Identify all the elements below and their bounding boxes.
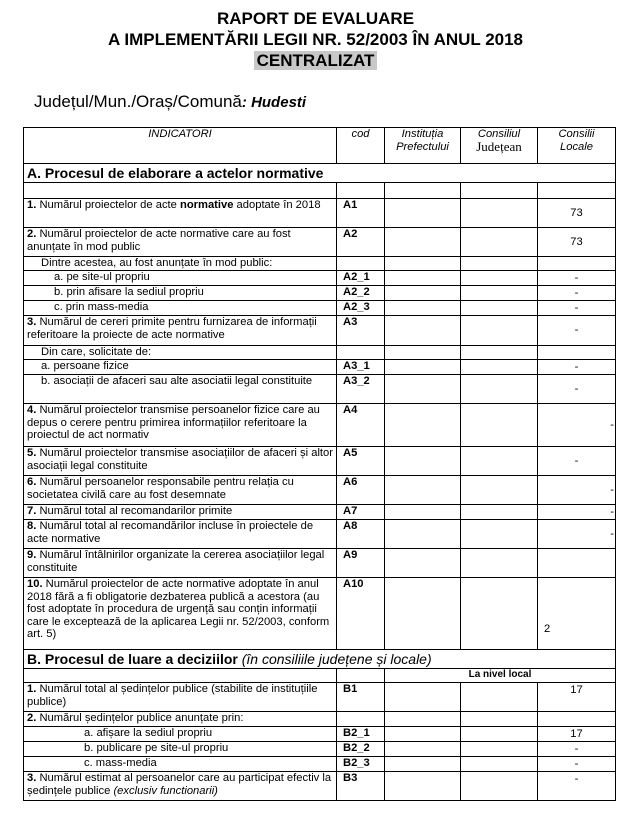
value-cell: 17 xyxy=(538,683,616,712)
table-row xyxy=(24,447,616,476)
table-row xyxy=(24,257,616,271)
judet-label: Județul/Mun./Oraș/Comună xyxy=(34,92,242,111)
cod-cell: A2_3 xyxy=(337,301,385,316)
table-row xyxy=(24,727,616,742)
value-cell: - xyxy=(538,286,616,301)
table-row xyxy=(24,360,616,375)
row-a4-label: 4. Numărul proiectelor transmise persoanelor fizice care au depus o cerere pentru primirea informațiilor referitoare la proiectul de act normativ xyxy=(24,404,337,447)
table-cell: Din care, solicitate de: xyxy=(24,346,337,360)
value-cell: - xyxy=(538,447,616,476)
table-cell: c. mass-media xyxy=(24,757,337,772)
header-cod: cod xyxy=(337,128,385,164)
row-a10-label: 10. Numărul proiectelor de acte normative adoptate în anul 2018 fără a fi obligatorie dezbaterea publică a acestora (au fost adoptate în procedura de urgență sau conțin informații care le exceptează de la aplicarea Legii nr. 52/2003, conform art. 5) xyxy=(24,578,337,650)
table-cell xyxy=(538,183,616,199)
table-row xyxy=(24,476,616,505)
value-cell: - xyxy=(538,271,616,286)
table-cell: a. persoane fizice xyxy=(24,360,337,375)
table-cell xyxy=(337,669,385,683)
table-cell xyxy=(461,199,538,228)
table-cell xyxy=(461,286,538,301)
table-cell xyxy=(337,712,385,727)
la-nivel-local: La nivel local xyxy=(385,669,616,683)
dintre-label: Dintre acestea, au fost anunțate în mod public: xyxy=(24,257,337,271)
table-cell xyxy=(538,257,616,271)
table-cell xyxy=(337,183,385,199)
table-row xyxy=(24,505,616,520)
row-a2-label: 2. Numărul proiectelor de acte normative care au fost anunțate în mod public xyxy=(24,228,337,257)
header-locale: Consilii Locale xyxy=(538,128,616,164)
table-row xyxy=(24,404,616,447)
table-cell xyxy=(461,271,538,286)
table-cell xyxy=(461,257,538,271)
table-header xyxy=(24,128,616,164)
value-cell xyxy=(538,549,616,578)
centralizat-label: CENTRALIZAT xyxy=(254,51,378,70)
cod-cell: A2_1 xyxy=(337,271,385,286)
header-prefect: Instituția Prefectului xyxy=(385,128,461,164)
cod-cell: A7 xyxy=(337,505,385,520)
cod-cell: B2_3 xyxy=(337,757,385,772)
table-cell: c. prin mass-media xyxy=(24,301,337,316)
value-cell: - xyxy=(538,757,616,772)
table-cell xyxy=(461,447,538,476)
row-a1-label: 1. Numărul proiectelor de acte normative adoptate în 2018 xyxy=(24,199,337,228)
table-cell xyxy=(461,772,538,801)
table-row xyxy=(24,683,616,712)
value-cell: - xyxy=(538,360,616,375)
cod-cell: A4 xyxy=(337,404,385,447)
row-a8-label: 8. Numărul total al recomandărilor incluse în proiectele de acte normative xyxy=(24,520,337,549)
cod-cell: A5 xyxy=(337,447,385,476)
cod-cell: A2_2 xyxy=(337,286,385,301)
table-cell: 2 xyxy=(538,578,616,650)
cod-cell: A6 xyxy=(337,476,385,505)
table-row xyxy=(24,742,616,757)
value-cell: - xyxy=(538,742,616,757)
table-cell xyxy=(24,183,337,199)
table-cell xyxy=(385,286,461,301)
report-title-line3 xyxy=(0,51,631,71)
judet-line xyxy=(34,92,306,112)
table-cell xyxy=(461,727,538,742)
value-cell: - xyxy=(538,476,616,505)
table-cell xyxy=(461,360,538,375)
report-title-line1: RAPORT DE EVALUARE xyxy=(216,9,415,28)
table-cell xyxy=(385,301,461,316)
cod-cell: A2 xyxy=(337,228,385,257)
section-a-row xyxy=(24,164,616,183)
judet-sep: : xyxy=(241,94,252,111)
value-cell: - xyxy=(538,316,616,346)
section-b-title: B. Procesul de luare a deciziilor (în consiliile județene și locale) xyxy=(24,650,616,669)
table-row xyxy=(24,228,616,257)
row-b2-label: 2. Numărul ședințelor publice anunțate prin: xyxy=(24,712,337,727)
table-cell xyxy=(385,447,461,476)
table-row xyxy=(24,316,616,346)
table-cell: a. pe site-ul propriu xyxy=(24,271,337,286)
table-row xyxy=(24,301,616,316)
row-a9-label: 9. Numărul întâlnirilor organizate la cererea asociațiilor legal constituite xyxy=(24,549,337,578)
table-row xyxy=(24,346,616,360)
table-cell xyxy=(461,683,538,712)
table-cell xyxy=(385,549,461,578)
table-row xyxy=(24,669,616,683)
row-a6-label: 6. Numărul persoanelor responsabile pentru relația cu societatea civilă care au fost desemnate xyxy=(24,476,337,505)
table-row xyxy=(24,520,616,549)
report-title-line2: A IMPLEMENTĂRII LEGII NR. 52/2003 ÎN ANUL 2018 xyxy=(107,30,524,49)
table-cell: a. afișare la sediul propriu xyxy=(24,727,337,742)
value-cell: 73 xyxy=(538,228,616,257)
table-cell xyxy=(461,520,538,549)
table-cell xyxy=(385,742,461,757)
table-row xyxy=(24,757,616,772)
table-cell: b. asociații de afaceri sau alte asociatii legal constituite xyxy=(24,375,337,404)
table-row xyxy=(24,375,616,404)
table-cell xyxy=(461,505,538,520)
cod-cell: B1 xyxy=(337,683,385,712)
table-cell xyxy=(385,727,461,742)
table-cell xyxy=(461,549,538,578)
table-cell xyxy=(461,404,538,447)
value-cell: 73 xyxy=(538,199,616,228)
table-cell xyxy=(461,757,538,772)
section-b-row xyxy=(24,650,616,669)
cod-cell: B2_1 xyxy=(337,727,385,742)
table-row xyxy=(24,271,616,286)
table-cell xyxy=(385,404,461,447)
table-cell xyxy=(24,669,337,683)
table-cell xyxy=(385,346,461,360)
table-cell xyxy=(461,183,538,199)
value-cell: - xyxy=(538,505,616,520)
row-b1-label: 1. Numărul total al ședințelor publice (stabilite de instituțiile publice) xyxy=(24,683,337,712)
table-cell xyxy=(337,257,385,271)
row-a3-label: 3. Numărul de cereri primite pentru furnizarea de informații referitoare la proiecte de acte normative xyxy=(24,316,337,346)
table-cell xyxy=(385,183,461,199)
table-row xyxy=(24,772,616,801)
judet-value: Hudesti xyxy=(251,94,307,111)
table-cell xyxy=(461,578,538,650)
table-cell xyxy=(385,375,461,404)
header-consiliul: Consiliul Județean xyxy=(461,128,538,164)
table-cell xyxy=(538,712,616,727)
row-a7-label: 7. Numărul total al recomandarilor primite xyxy=(24,505,337,520)
table-cell xyxy=(385,520,461,549)
table-row xyxy=(24,549,616,578)
table-cell xyxy=(385,772,461,801)
table-cell: b. prin afisare la sediul propriu xyxy=(24,286,337,301)
cod-cell: A3_2 xyxy=(337,375,385,404)
table-cell xyxy=(337,346,385,360)
cod-cell: A10 xyxy=(337,578,385,650)
table-cell xyxy=(385,578,461,650)
table-cell xyxy=(461,742,538,757)
table-cell xyxy=(385,199,461,228)
report-table xyxy=(23,127,616,801)
table-cell: b. publicare pe site-ul propriu xyxy=(24,742,337,757)
table-cell xyxy=(385,271,461,286)
table-cell xyxy=(385,316,461,346)
table-cell xyxy=(385,476,461,505)
table-row xyxy=(24,183,616,199)
table-cell xyxy=(461,375,538,404)
table-cell xyxy=(461,316,538,346)
table-cell xyxy=(461,346,538,360)
table-cell xyxy=(385,683,461,712)
table-cell xyxy=(461,476,538,505)
table-row xyxy=(24,199,616,228)
value-cell: - xyxy=(538,301,616,316)
cod-cell: A1 xyxy=(337,199,385,228)
table-cell xyxy=(385,228,461,257)
table-cell xyxy=(385,505,461,520)
table-cell xyxy=(461,301,538,316)
value-cell: - xyxy=(538,772,616,801)
value-cell: - xyxy=(538,404,616,447)
value-cell: - xyxy=(538,520,616,549)
table-cell xyxy=(538,346,616,360)
table-cell xyxy=(461,712,538,727)
cod-cell: A8 xyxy=(337,520,385,549)
cod-cell: B2_2 xyxy=(337,742,385,757)
cod-cell: B3 xyxy=(337,772,385,801)
row-a5-label: 5. Numărul proiectelor transmise asociațiilor de afaceri și altor asociații legal constituite xyxy=(24,447,337,476)
table-row xyxy=(24,712,616,727)
value-cell: - xyxy=(538,375,616,404)
table-cell xyxy=(385,712,461,727)
cod-cell: A3_1 xyxy=(337,360,385,375)
table-row xyxy=(24,578,616,650)
table-cell xyxy=(461,228,538,257)
table-row xyxy=(24,286,616,301)
table-cell xyxy=(385,360,461,375)
table-cell xyxy=(385,257,461,271)
table-cell xyxy=(385,757,461,772)
row-b3-label: 3. Numărul estimat al persoanelor care au participat efectiv la ședințele publice (exclusiv functionarii) xyxy=(24,772,337,801)
header-indicatori: INDICATORI xyxy=(24,128,337,164)
cod-cell: A3 xyxy=(337,316,385,346)
section-a-title: A. Procesul de elaborare a actelor normative xyxy=(24,164,616,183)
value-cell: 17 xyxy=(538,727,616,742)
cod-cell: A9 xyxy=(337,549,385,578)
